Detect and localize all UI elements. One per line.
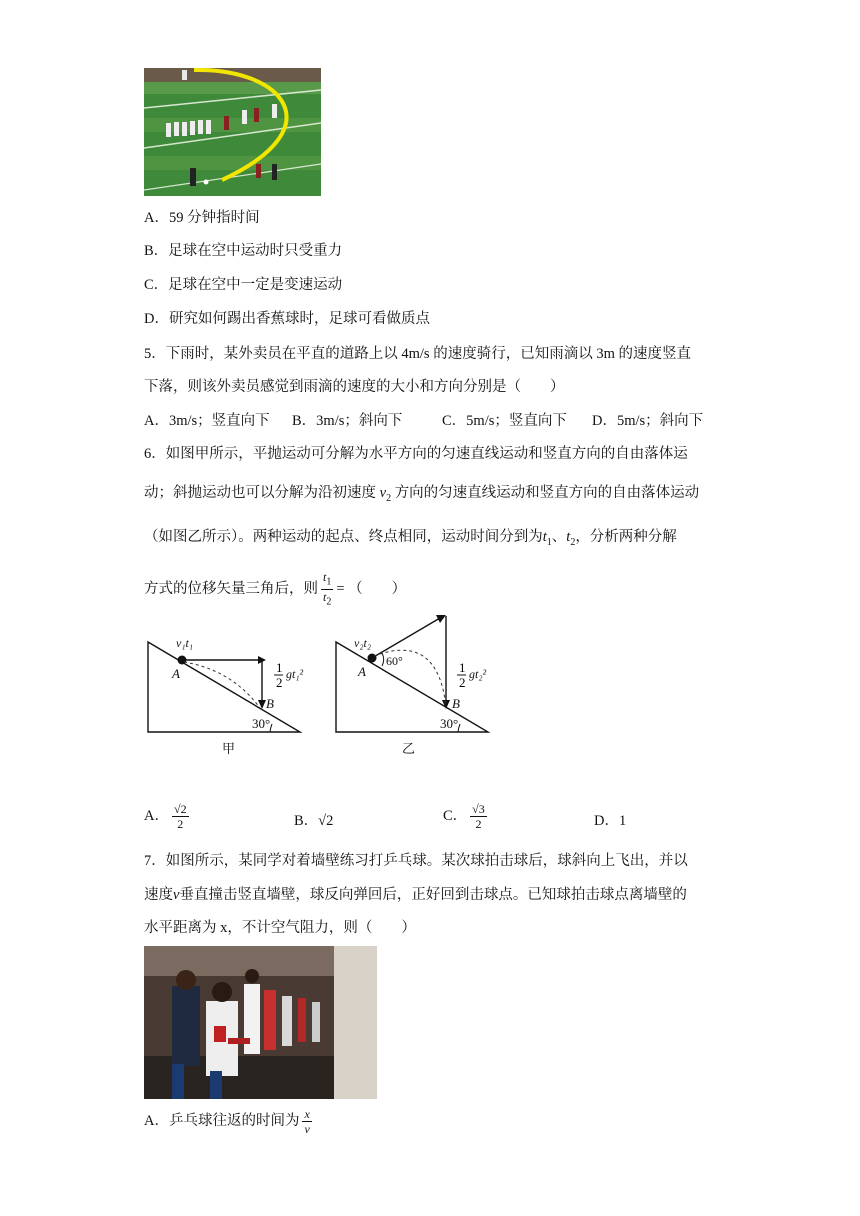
diagram-jia xyxy=(140,630,310,755)
yi-top-label: v₂t₂ xyxy=(354,636,372,650)
yi-side-label: gt₂² xyxy=(469,667,487,681)
yi-angle-60: 60° xyxy=(386,654,403,668)
q6-option-c: C． $\frac{√3}{2}$ xyxy=(443,802,485,831)
q6-option-b: B．√2 xyxy=(294,813,334,829)
q4-option-d: D．研究如何踢出香蕉球时，足球可看做质点 xyxy=(144,311,430,327)
q6-stem-line3: （如图乙所示）。两种运动的起点、终点相同，运动时间分到为$t_1$、$t_2$，分析两种分解 xyxy=(144,529,677,548)
q4-option-a: A．59 分钟指时间 xyxy=(144,210,260,226)
t1-over-t2-fraction: $\frac{t_1}{t_2}$ xyxy=(323,570,332,608)
jia-point-a: A xyxy=(172,666,180,681)
q4-option-b: B．足球在空中运动时只受重力 xyxy=(144,243,343,259)
diagram-yi xyxy=(328,612,498,757)
yi-angle: 30° xyxy=(440,716,459,731)
jia-side-label: gt₁² xyxy=(286,667,304,681)
jia-top-label: v₁t₁ xyxy=(176,636,194,650)
q7-option-a: A．乒乓球往返的时间为 $\frac{x}{v}$ xyxy=(144,1107,310,1136)
soccer-photo xyxy=(144,68,321,196)
q7-stem-line1: 7．如图所示，某同学对着墙壁练习打乒乓球。某次球拍击球后，球斜向上飞出，并以 xyxy=(144,853,688,869)
q7-stem-line3: 水平距离为 x，不计空气阻力，则（ ） xyxy=(144,920,416,936)
yi-point-a: A xyxy=(358,664,366,679)
yi-point-b: B xyxy=(452,696,460,711)
svg-text:2: 2 xyxy=(276,675,283,690)
q4-option-c: C．足球在空中一定是变速运动 xyxy=(144,277,343,293)
q5-option-b: B．3m/s；斜向下 xyxy=(292,413,403,429)
q7-stem-line2: 速度v垂直撞击竖直墙壁，球反向弹回后，正好回到击球点。已知球拍击球点离墙壁的 xyxy=(144,887,687,903)
svg-text:2: 2 xyxy=(459,675,466,690)
q6-stem-line1: 6．如图甲所示，平抛运动可分解为水平方向的匀速直线运动和竖直方向的自由落体运 xyxy=(144,446,688,462)
q5-option-c: C．5m/s；竖直向下 xyxy=(442,413,567,429)
q5-option-d: D．5m/s；斜向下 xyxy=(592,413,704,429)
q6-option-a: A． $\frac{√2}{2}$ xyxy=(144,802,187,831)
q6-stem-line4: 方式的位移矢量三角后，则 $\frac{t_1}{t_2}$ = （ ） xyxy=(144,570,407,608)
q5-stem-line2: 下落，则该外卖员感觉到雨滴的速度的大小和方向分别是（ ） xyxy=(144,379,565,395)
ping-pong-photo xyxy=(144,946,377,1099)
jia-point-b: B xyxy=(266,696,274,711)
q6-stem-line2: 动；斜抛运动也可以分解为沿初速度 $v_2$ 方向的匀速直线运动和竖直方向的自由落体运动 xyxy=(144,485,700,504)
jia-angle: 30° xyxy=(252,716,271,731)
svg-text:1: 1 xyxy=(276,660,283,675)
yi-caption: 乙 xyxy=(402,741,416,756)
jia-caption: 甲 xyxy=(222,741,236,756)
svg-text:1: 1 xyxy=(459,660,466,675)
q6-option-d: D．1 xyxy=(594,813,627,829)
q5-option-a: A．3m/s；竖直向下 xyxy=(144,413,270,429)
q5-stem-line1: 5．下雨时，某外卖员在平直的道路上以 4m/s 的速度骑行，已知雨滴以 3m 的速度竖直 xyxy=(144,346,691,362)
